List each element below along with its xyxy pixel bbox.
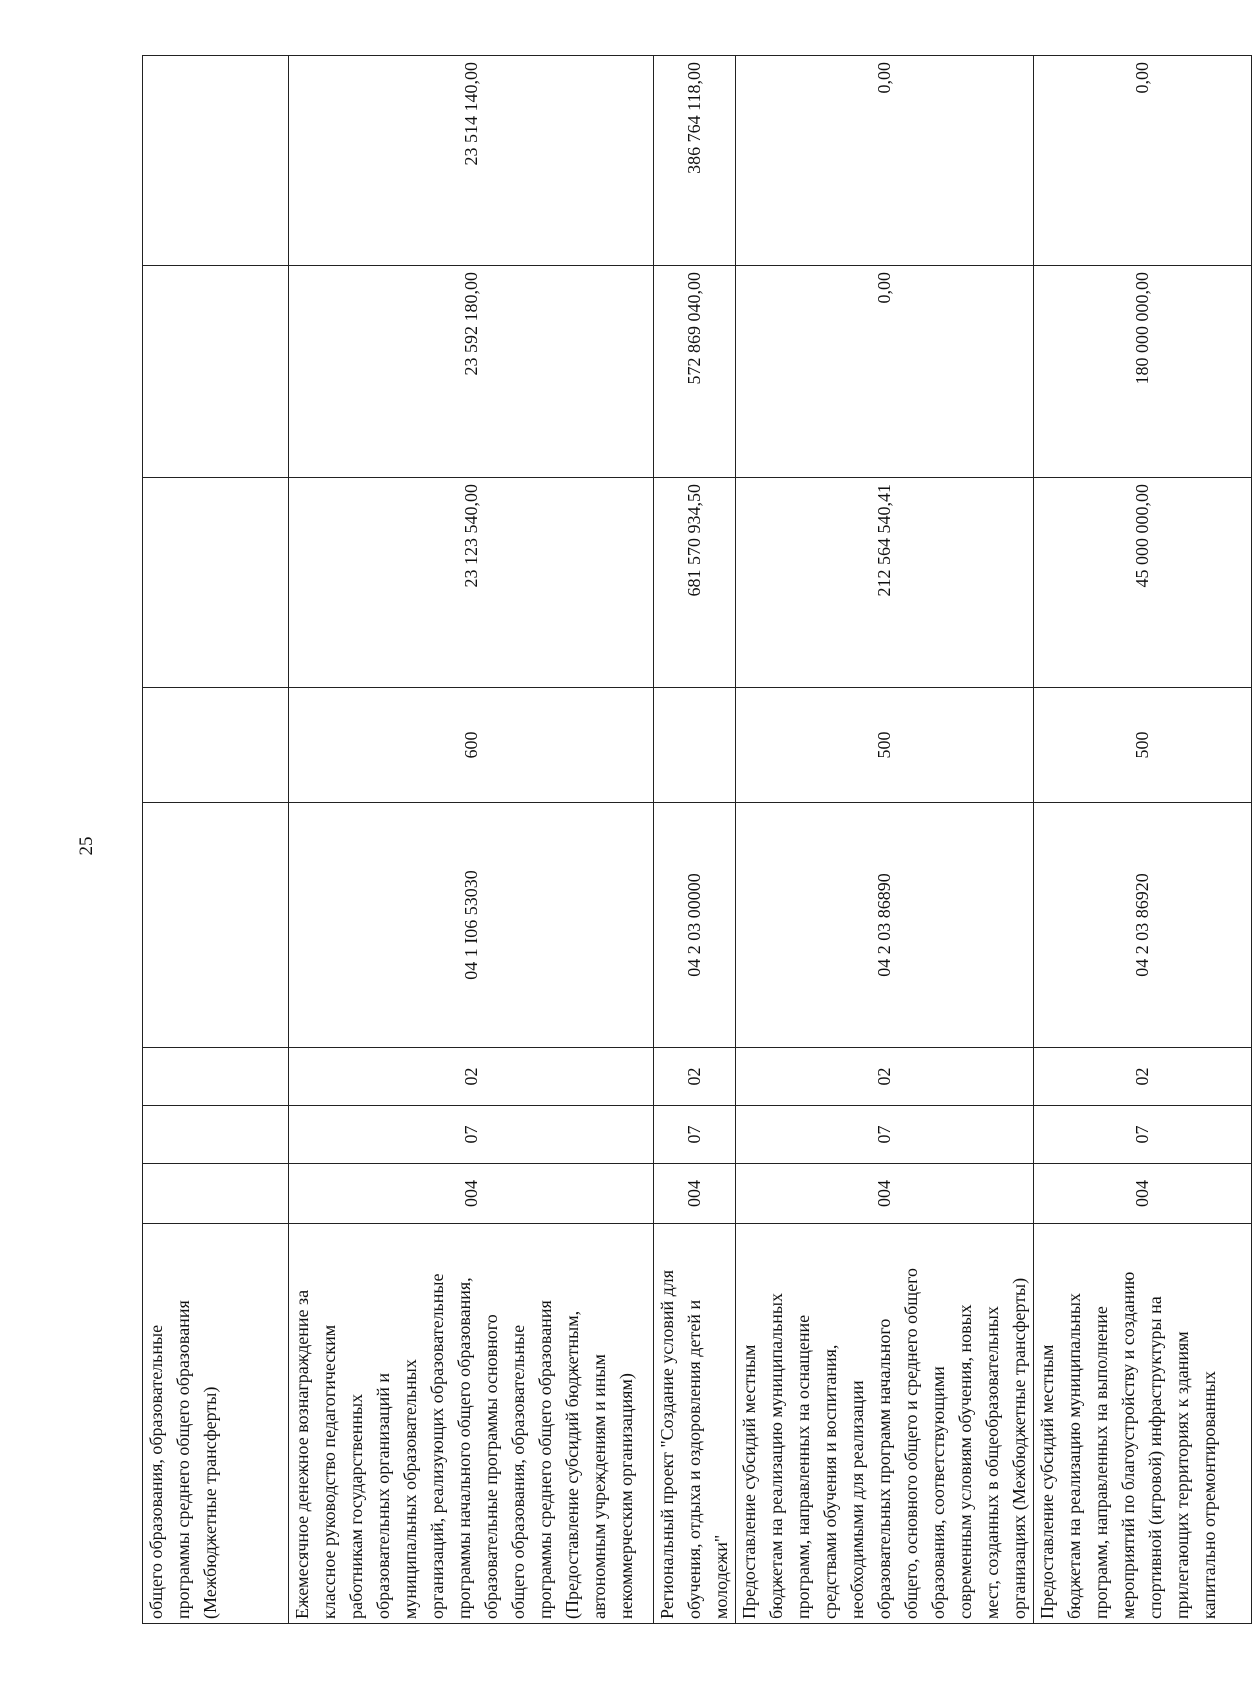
description-line: (Предоставление субсидий бюджетным, bbox=[562, 1310, 582, 1619]
cell-expense-type: 600 bbox=[289, 688, 654, 803]
description-line: образовательных организаций и bbox=[373, 1373, 393, 1619]
cell-subsection: 02 bbox=[736, 1048, 1034, 1106]
description-line: образовательных программ начального bbox=[874, 1318, 894, 1619]
cell-section: 07 bbox=[654, 1106, 736, 1164]
description-line: обучения, отдыха и оздоровления детей и bbox=[684, 1299, 704, 1619]
description-line: работникам государственных bbox=[346, 1393, 366, 1619]
cell-amount-year-2: 572 869 040,00 bbox=[654, 266, 736, 478]
cell-expense-type: 500 bbox=[1034, 688, 1252, 803]
cell-section bbox=[143, 1106, 289, 1164]
description-line: капитально отремонтированных bbox=[1199, 1370, 1219, 1619]
cell-amount-year-1: 45 000 000,00 bbox=[1034, 478, 1252, 688]
description-line: мероприятий по благоустройству и созданию bbox=[1118, 1271, 1138, 1619]
cell-amount-year-2: 0,00 bbox=[736, 266, 1034, 478]
row-description bbox=[736, 1224, 1034, 1624]
cell-section: 07 bbox=[289, 1106, 654, 1164]
cell-expense-type bbox=[654, 688, 736, 803]
table-row bbox=[654, 56, 736, 1624]
cell-expense-type bbox=[143, 688, 289, 803]
description-line: некоммерческим организациям) bbox=[616, 1373, 636, 1619]
table-row bbox=[1034, 56, 1252, 1624]
description-line: необходимыми для реализации bbox=[847, 1380, 867, 1619]
cell-target-article: 04 2 03 86890 bbox=[736, 803, 1034, 1048]
description-line: программ, направленных на выполнение bbox=[1091, 1306, 1111, 1619]
cell-target-article: 04 2 03 86920 bbox=[1034, 803, 1252, 1048]
description-line: молодежи" bbox=[711, 1534, 731, 1619]
description-line: бюджетам на реализацию муниципальных bbox=[766, 1292, 786, 1619]
row-description bbox=[143, 1224, 289, 1624]
description-line: Предоставление субсидий местным bbox=[739, 1344, 759, 1619]
cell-expense-type: 500 bbox=[736, 688, 1034, 803]
table-row bbox=[143, 56, 289, 1624]
cell-org-code: 004 bbox=[736, 1164, 1034, 1224]
description-line: Ежемесячное денежное вознаграждение за bbox=[292, 1289, 312, 1619]
cell-amount-year-3 bbox=[143, 56, 289, 266]
cell-subsection: 02 bbox=[289, 1048, 654, 1106]
row-description bbox=[1034, 1224, 1252, 1624]
description-line: современным условиям обучения, новых bbox=[955, 1304, 975, 1619]
cell-amount-year-3: 0,00 bbox=[736, 56, 1034, 266]
description-line: спортивной (игровой) инфраструктуры на bbox=[1145, 1296, 1165, 1619]
cell-subsection: 02 bbox=[654, 1048, 736, 1106]
table-row bbox=[289, 56, 654, 1624]
description-line: средствами обучения и воспитания, bbox=[820, 1344, 840, 1619]
description-line: общего образования, образовательные bbox=[146, 1324, 166, 1619]
description-line: программ, направленных на оснащение bbox=[793, 1314, 813, 1619]
cell-amount-year-1: 23 123 540,00 bbox=[289, 478, 654, 688]
cell-amount-year-3: 386 764 118,00 bbox=[654, 56, 736, 266]
description-line: общего, основного общего и среднего общего bbox=[901, 1267, 921, 1619]
description-line: общего образования, образовательные bbox=[508, 1324, 528, 1619]
budget-table bbox=[142, 55, 1252, 1624]
cell-target-article: 04 1 I06 53030 bbox=[289, 803, 654, 1048]
description-line: классное руководство педагогическим bbox=[319, 1324, 339, 1619]
cell-subsection bbox=[143, 1048, 289, 1106]
cell-target-article: 04 2 03 00000 bbox=[654, 803, 736, 1048]
row-description bbox=[289, 1224, 654, 1624]
description-line: организаций, реализующих образовательные bbox=[427, 1273, 447, 1619]
page-number: 25 bbox=[76, 836, 97, 856]
description-line: прилегающих территориях к зданиям bbox=[1172, 1331, 1192, 1619]
cell-org-code bbox=[143, 1164, 289, 1224]
table-frame bbox=[142, 56, 1219, 1624]
description-line: Предоставление субсидий местным bbox=[1037, 1344, 1057, 1619]
cell-amount-year-2: 23 592 180,00 bbox=[289, 266, 654, 478]
description-line: бюджетам на реализацию муниципальных bbox=[1064, 1292, 1084, 1619]
description-line: муниципальных образовательных bbox=[400, 1359, 420, 1619]
description-line: образовательные программы основного bbox=[481, 1314, 501, 1619]
cell-amount-year-1 bbox=[143, 478, 289, 688]
description-line: образования, соответствующими bbox=[928, 1366, 948, 1619]
description-line: Региональный проект "Создание условий для bbox=[657, 1269, 677, 1619]
description-line: (Межбюджетные трансферты) bbox=[200, 1386, 220, 1619]
cell-subsection: 02 bbox=[1034, 1048, 1252, 1106]
description-line: автономным учреждениям и иным bbox=[589, 1354, 609, 1619]
row-description bbox=[654, 1224, 736, 1624]
cell-section: 07 bbox=[736, 1106, 1034, 1164]
cell-amount-year-3: 0,00 bbox=[1034, 56, 1252, 266]
cell-org-code: 004 bbox=[654, 1164, 736, 1224]
cell-section: 07 bbox=[1034, 1106, 1252, 1164]
cell-amount-year-2 bbox=[143, 266, 289, 478]
description-line: мест, созданных в общеобразовательных bbox=[982, 1306, 1002, 1619]
cell-amount-year-3: 23 514 140,00 bbox=[289, 56, 654, 266]
cell-target-article bbox=[143, 803, 289, 1048]
cell-amount-year-1: 212 564 540,41 bbox=[736, 478, 1034, 688]
cell-org-code: 004 bbox=[1034, 1164, 1252, 1224]
cell-amount-year-1: 681 570 934,50 bbox=[654, 478, 736, 688]
description-line: организациях (Межбюджетные трансферты) bbox=[1009, 1277, 1029, 1619]
cell-org-code: 004 bbox=[289, 1164, 654, 1224]
description-line: программы начального общего образования, bbox=[454, 1277, 474, 1619]
description-line: программы среднего общего образования bbox=[173, 1300, 193, 1619]
description-line: программы среднего общего образования bbox=[535, 1300, 555, 1619]
cell-amount-year-2: 180 000 000,00 bbox=[1034, 266, 1252, 478]
table-row bbox=[736, 56, 1034, 1624]
